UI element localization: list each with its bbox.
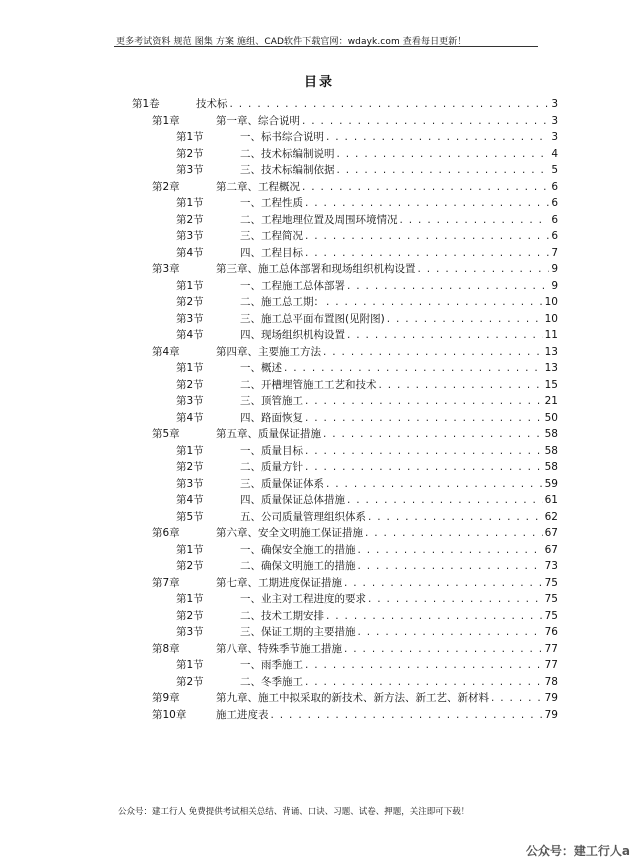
toc-leader-dots [344, 575, 543, 591]
toc-entry-number: 第8章 [152, 642, 180, 655]
toc-leader-dots [368, 509, 543, 525]
toc-entry-label: 一、雨季施工 [240, 659, 303, 671]
toc-entry-number: 第3节 [176, 164, 204, 176]
toc-entry-number: 第3节 [176, 230, 204, 242]
toc-entry-number: 第1卷 [132, 98, 160, 110]
toc-entry[interactable] [176, 492, 558, 508]
toc-entry-page: 50 [544, 411, 558, 424]
toc-entry-number: 第1节 [176, 659, 204, 671]
toc-entry-page: 58 [544, 428, 558, 440]
toc-entry[interactable] [176, 509, 558, 525]
toc-entry-page: 3 [551, 98, 558, 110]
toc-entry-number: 第2节 [176, 378, 204, 391]
toc-entry-label: 第九章、施工中拟采取的新技术、新方法、新工艺、新材料 [216, 692, 489, 704]
toc-entry[interactable] [176, 294, 558, 310]
toc-entry-number: 第1节 [176, 593, 204, 605]
toc-leader-dots [365, 525, 543, 541]
toc-leader-dots [305, 674, 543, 690]
toc-entry-number: 第3章 [152, 263, 180, 275]
toc-leader-dots [305, 410, 543, 426]
toc-leader-dots [358, 624, 543, 640]
toc-entry-page: 4 [551, 147, 558, 160]
toc-entry-page: 3 [551, 131, 558, 143]
toc-entry-page: 58 [544, 444, 558, 457]
toc-entry[interactable] [152, 426, 558, 442]
toc-leader-dots [326, 608, 543, 624]
toc-leader-dots [305, 657, 543, 673]
toc-entry[interactable] [176, 459, 558, 475]
toc-entry[interactable] [176, 591, 558, 607]
toc-entry[interactable] [152, 344, 558, 360]
toc-entry-page: 5 [551, 164, 558, 176]
toc-entry-number: 第2节 [176, 560, 204, 572]
toc-entry-page: 13 [544, 362, 558, 374]
toc-entry-page: 61 [544, 494, 558, 506]
toc-leader-dots [302, 179, 549, 195]
toc-entry-label: 二、工程地理位置及周围环境情况 [240, 213, 398, 226]
toc-entry[interactable] [176, 608, 558, 624]
toc-entry-label: 三、施工总平面布置图(见附图) [240, 312, 385, 325]
toc-entry[interactable] [152, 641, 558, 657]
toc-leader-dots [387, 311, 543, 327]
toc-entry-page: 13 [544, 345, 558, 358]
toc-entry-number: 第4节 [176, 246, 204, 259]
toc-entry[interactable] [152, 525, 558, 541]
toc-entry[interactable] [152, 179, 558, 195]
toc-leader-dots [358, 542, 543, 558]
toc-entry-number: 第3节 [176, 395, 204, 407]
toc-entry[interactable] [176, 245, 558, 261]
toc-entry-label: 二、开槽埋管施工工艺和技术 [240, 378, 377, 391]
toc-entry-label: 第七章、工期进度保证措施 [216, 576, 342, 589]
toc-entry-label: 五、公司质量管理组织体系 [240, 510, 366, 523]
toc-leader-dots [284, 360, 543, 376]
toc-entry[interactable] [176, 674, 558, 690]
toc-entry-number: 第4节 [176, 411, 204, 424]
toc-entry-number: 第1节 [176, 362, 204, 374]
toc-entry-label: 第三章、施工总体部署和现场组织机构设置 [216, 263, 416, 275]
toc-entry[interactable] [152, 575, 558, 591]
toc-entry-page: 75 [544, 576, 558, 589]
toc-entry-page: 11 [544, 329, 558, 341]
toc-entry-number: 第6章 [152, 527, 180, 539]
toc-leader-dots [271, 707, 543, 723]
toc-entry[interactable] [176, 146, 558, 162]
toc-entry-page: 6 [551, 180, 558, 193]
toc-leader-dots [347, 278, 549, 294]
toc-entry-label: 四、工程目标 [240, 246, 303, 259]
toc-entry[interactable] [176, 377, 558, 393]
toc-leader-dots [305, 195, 549, 211]
toc-entry[interactable] [132, 96, 558, 112]
toc-entry-number: 第4节 [176, 494, 204, 506]
toc-entry[interactable] [176, 410, 558, 426]
toc-entry[interactable] [176, 393, 558, 409]
toc-entry[interactable] [176, 311, 558, 327]
toc-entry-label: 三、工程简况 [240, 230, 303, 242]
toc-entry-number: 第3节 [176, 477, 204, 490]
toc-entry-label: 第八章、特殊季节施工措施 [216, 642, 342, 655]
toc-entry-number: 第2节 [176, 213, 204, 226]
toc-entry-label: 二、冬季施工 [240, 675, 303, 688]
toc-entry-label: 第一章、综合说明 [216, 114, 300, 127]
toc-entry-page: 58 [544, 461, 558, 473]
toc-entry-page: 3 [551, 114, 558, 127]
toc-entry-label: 二、技术标编制说明 [240, 147, 335, 160]
toc-leader-dots [418, 261, 550, 277]
header-divider [114, 46, 538, 47]
toc-entry-label: 一、标书综合说明 [240, 131, 324, 143]
toc-entry[interactable] [152, 707, 558, 723]
toc-entry-page: 21 [544, 395, 558, 407]
toc-entry-label: 三、顶管施工 [240, 395, 303, 407]
toc-entry-label: 三、保证工期的主要措施 [240, 626, 356, 638]
toc-entry[interactable] [152, 113, 558, 129]
toc-entry-page: 77 [544, 642, 558, 655]
toc-entry-label: 第六章、安全文明施工保证措施 [216, 527, 363, 539]
toc-entry-page: 6 [551, 213, 558, 226]
toc-entry-page: 62 [544, 510, 558, 523]
toc-leader-dots [337, 146, 550, 162]
toc-entry-page: 79 [544, 708, 558, 721]
toc-entry-page: 9 [551, 263, 558, 275]
toc-entry[interactable] [176, 278, 558, 294]
toc-leader-dots [302, 113, 549, 129]
toc-entry-page: 7 [551, 246, 558, 259]
toc-leader-dots [230, 96, 550, 112]
toc-entry-number: 第7章 [152, 576, 180, 589]
toc-entry-number: 第9章 [152, 692, 180, 704]
toc-entry-page: 77 [544, 659, 558, 671]
toc-entry-label: 三、质量保证体系 [240, 477, 324, 490]
toc-entry-number: 第5章 [152, 428, 180, 440]
toc-leader-dots [305, 459, 543, 475]
toc-leader-dots [347, 492, 543, 508]
toc-entry-number: 第2章 [152, 180, 180, 193]
toc-entry-label: 第四章、主要施工方法 [216, 345, 321, 358]
toc-leader-dots [305, 393, 543, 409]
toc-leader-dots [305, 228, 549, 244]
toc-entry[interactable] [176, 327, 558, 343]
toc-leader-dots [326, 476, 543, 492]
toc-entry-number: 第1节 [176, 197, 204, 209]
toc-leader-dots [305, 443, 543, 459]
toc-leader-dots [305, 245, 549, 261]
toc-leader-dots [491, 690, 543, 706]
toc-leader-dots [323, 426, 543, 442]
toc-entry-label: 一、业主对工程进度的要求 [240, 593, 366, 605]
toc-entry-number: 第1章 [152, 114, 180, 127]
toc-entry-label: 三、技术标编制依据 [240, 164, 335, 176]
toc-entry-label: 二、质量方针 [240, 461, 303, 473]
toc-entry-page: 75 [544, 593, 558, 605]
toc-entry-page: 76 [544, 626, 558, 638]
toc-entry-label: 二、施工总工期： [240, 296, 324, 308]
toc-entry[interactable] [176, 558, 558, 574]
page-title: 目录 [303, 75, 334, 90]
toc-entry-number: 第1节 [176, 131, 204, 143]
toc-entry[interactable] [176, 212, 558, 228]
toc-entry-page: 6 [551, 230, 558, 242]
toc-entry-label: 第五章、质量保证措施 [216, 428, 321, 440]
toc-entry-number: 第3节 [176, 626, 204, 638]
toc-entry-number: 第5节 [176, 510, 204, 523]
toc-entry-label: 二、技术工期安排 [240, 609, 324, 622]
toc-entry[interactable] [176, 542, 558, 558]
toc-entry-page: 15 [544, 378, 558, 391]
toc-entry-page: 67 [544, 543, 558, 556]
toc-entry-number: 第2节 [176, 461, 204, 473]
toc-entry-number: 第1节 [176, 444, 204, 457]
toc-entry-label: 一、工程性质 [240, 197, 303, 209]
toc-entry-number: 第3节 [176, 312, 204, 325]
toc-leader-dots [347, 327, 543, 343]
toc-entry-label: 一、确保安全施工的措施 [240, 543, 356, 556]
toc-entry-page: 75 [544, 609, 558, 622]
toc-entry-page: 78 [544, 675, 558, 688]
toc-entry[interactable] [152, 261, 558, 277]
toc-entry-label: 一、质量目标 [240, 444, 303, 457]
toc-entry-label: 四、质量保证总体措施 [240, 494, 345, 506]
toc-entry[interactable] [152, 690, 558, 706]
toc-leader-dots [400, 212, 550, 228]
toc-entry-label: 一、概述 [240, 362, 282, 374]
toc-leader-dots [368, 591, 543, 607]
toc-entry[interactable] [176, 129, 558, 145]
toc-entry-page: 9 [551, 279, 558, 292]
toc-entry-label: 四、路面恢复 [240, 411, 303, 424]
toc-entry-page: 10 [544, 312, 558, 325]
toc-entry-number: 第1节 [176, 543, 204, 556]
toc-entry-number: 第2节 [176, 675, 204, 688]
toc-leader-dots [323, 344, 543, 360]
toc-entry[interactable] [176, 443, 558, 459]
toc-entry-label: 第二章、工程概况 [216, 180, 300, 193]
toc-entry[interactable] [176, 162, 558, 178]
toc-entry-number: 第2节 [176, 609, 204, 622]
toc-entry-number: 第4节 [176, 329, 204, 341]
toc-entry-page: 59 [544, 477, 558, 490]
toc-entry-label: 技术标 [196, 98, 228, 110]
toc-leader-dots [379, 377, 543, 393]
toc-entry-label: 一、工程施工总体部署 [240, 279, 345, 292]
toc-leader-dots [358, 558, 543, 574]
toc-entry-number: 第1节 [176, 279, 204, 292]
toc-entry-label: 二、确保文明施工的措施 [240, 560, 356, 572]
toc-leader-dots [326, 294, 543, 310]
page-footer: 公众号：建工行人 免费提供考试相关总结、背诵、口诀、习题、试卷、押题，关注即可下载！ [118, 807, 470, 817]
toc-entry[interactable] [176, 476, 558, 492]
toc-entry[interactable] [176, 657, 558, 673]
toc-leader-dots [326, 129, 549, 145]
toc-entry[interactable] [176, 624, 558, 640]
watermark-text: 公众号：建工行人a [525, 844, 630, 858]
toc-entry-page: 73 [544, 560, 558, 572]
toc-entry[interactable] [176, 360, 558, 376]
toc-entry[interactable] [176, 195, 558, 211]
toc-entry-number: 第4章 [152, 345, 180, 358]
toc-entry-label: 施工进度表 [216, 708, 269, 721]
toc-entry[interactable] [176, 228, 558, 244]
toc-entry-label: 四、现场组织机构设置 [240, 329, 345, 341]
toc-entry-number: 第2节 [176, 147, 204, 160]
toc-entry-page: 79 [544, 692, 558, 704]
toc-leader-dots [344, 641, 543, 657]
toc-entry-page: 6 [551, 197, 558, 209]
toc-entry-page: 10 [544, 296, 558, 308]
toc-entry-number: 第2节 [176, 296, 204, 308]
toc-entry-number: 第10章 [152, 708, 187, 721]
page-header: 更多考试资料 规范 图集 方案 施组、CAD软件下载官网：wdayk.com 查看每日更新！ [116, 37, 467, 47]
toc-entry-page: 67 [544, 527, 558, 539]
toc-leader-dots [337, 162, 550, 178]
